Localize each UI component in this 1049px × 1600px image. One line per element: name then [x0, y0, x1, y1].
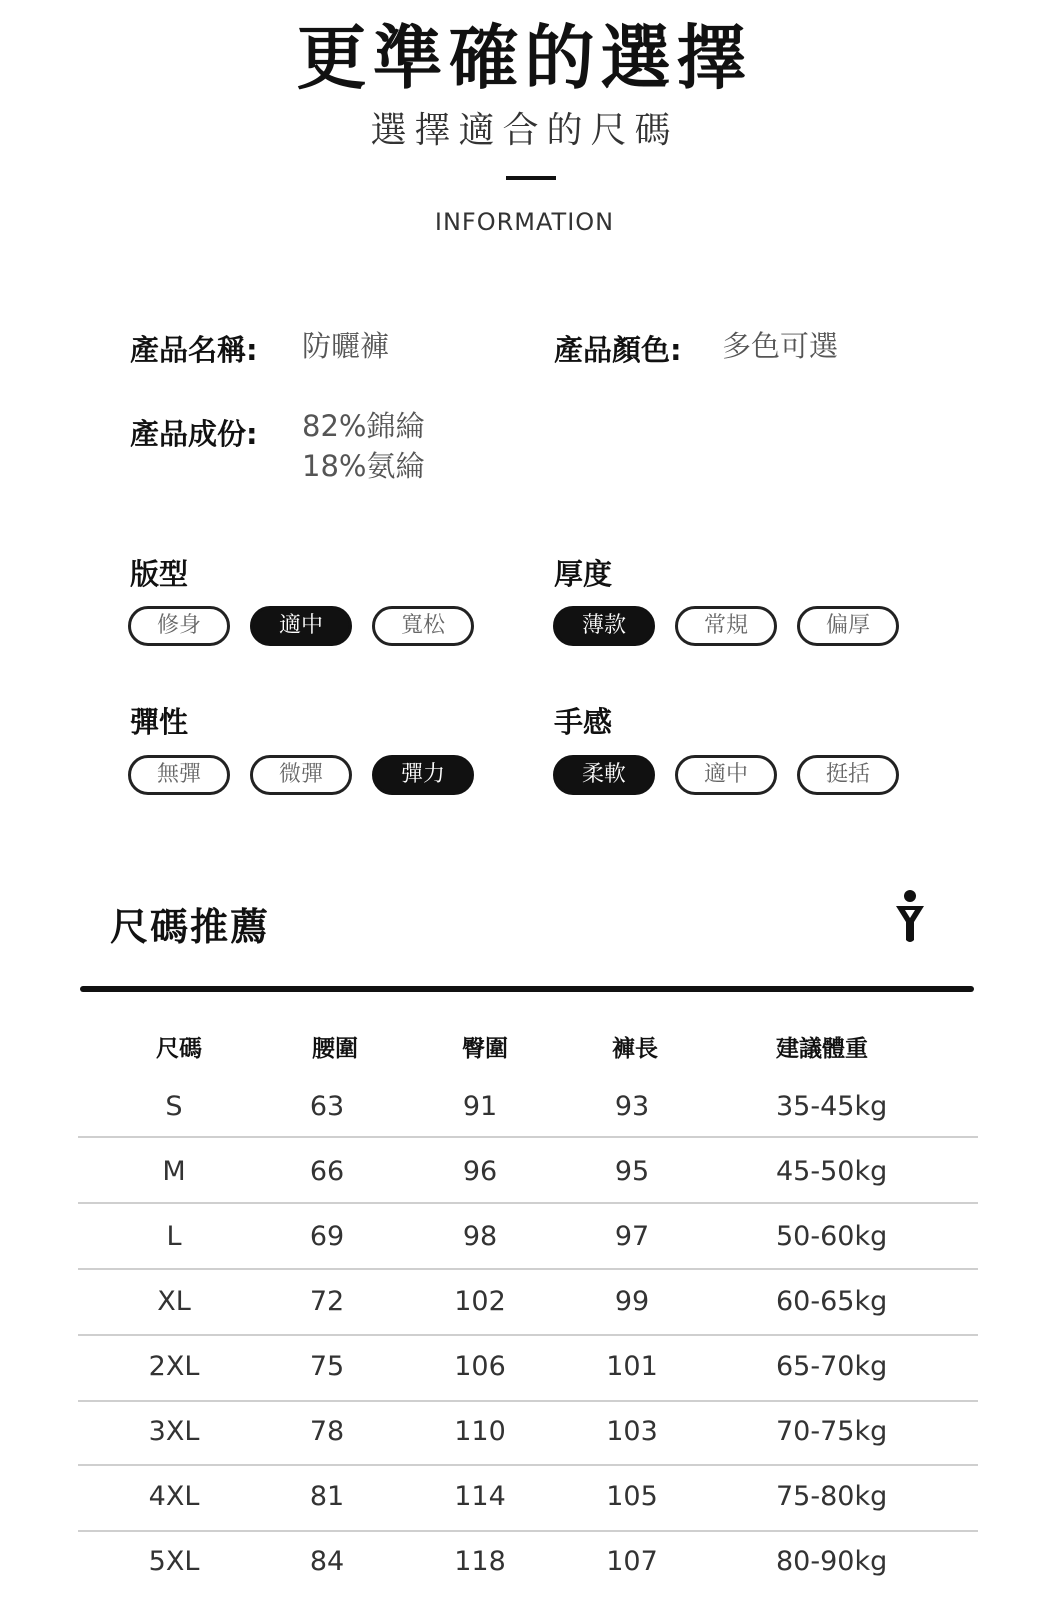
product-name-value: 防曬褲	[302, 329, 390, 363]
col-header-length: 褲長	[612, 1036, 658, 1062]
thickness-option-thick: 偏厚	[797, 606, 899, 646]
information-label: INFORMATION	[434, 208, 615, 236]
elasticity-option-slight: 微彈	[250, 755, 352, 795]
row-divider	[78, 1400, 978, 1402]
feel-option-soft: 柔軟	[553, 755, 655, 795]
table-cell-size: 5XL	[148, 1546, 200, 1577]
table-cell-waist: 81	[309, 1481, 345, 1512]
table-cell-weight: 65-70kg	[776, 1351, 888, 1382]
table-cell-hip: 91	[462, 1091, 498, 1122]
table-cell-waist: 69	[309, 1221, 345, 1252]
table-cell-length: 93	[614, 1091, 650, 1122]
col-header-hip: 臀圍	[462, 1036, 508, 1062]
product-color-value: 多色可選	[722, 329, 839, 363]
table-cell-length: 95	[614, 1156, 650, 1187]
fit-option-loose: 寬松	[372, 606, 474, 646]
section-rule	[80, 986, 974, 992]
table-cell-size: 4XL	[148, 1481, 200, 1512]
table-cell-waist: 75	[309, 1351, 345, 1382]
table-cell-hip: 114	[454, 1481, 506, 1512]
table-cell-hip: 102	[454, 1286, 506, 1317]
fit-title: 版型	[130, 557, 189, 591]
row-divider	[78, 1464, 978, 1466]
table-cell-weight: 45-50kg	[776, 1156, 888, 1187]
table-cell-weight: 80-90kg	[776, 1546, 888, 1577]
table-cell-weight: 60-65kg	[776, 1286, 888, 1317]
person-icon	[893, 888, 927, 944]
product-color-label: 產品顏色:	[554, 333, 682, 367]
thickness-title: 厚度	[554, 557, 613, 591]
divider	[506, 176, 556, 180]
table-cell-size: 2XL	[148, 1351, 200, 1382]
table-cell-size: S	[165, 1091, 183, 1122]
table-cell-hip: 106	[454, 1351, 506, 1382]
row-divider	[78, 1202, 978, 1204]
table-cell-length: 99	[614, 1286, 650, 1317]
product-name-label: 產品名稱:	[130, 333, 258, 367]
feel-option-crisp: 挺括	[797, 755, 899, 795]
table-cell-weight: 75-80kg	[776, 1481, 888, 1512]
row-divider	[78, 1136, 978, 1138]
table-cell-size: 3XL	[148, 1416, 200, 1447]
table-cell-waist: 78	[309, 1416, 345, 1447]
product-material-line2: 18%氨綸	[302, 449, 425, 483]
table-cell-waist: 72	[309, 1286, 345, 1317]
table-cell-weight: 70-75kg	[776, 1416, 888, 1447]
thickness-option-thin: 薄款	[553, 606, 655, 646]
table-cell-length: 107	[606, 1546, 658, 1577]
row-divider	[78, 1334, 978, 1336]
table-cell-length: 105	[606, 1481, 658, 1512]
fit-option-regular: 適中	[250, 606, 352, 646]
fit-option-slim: 修身	[128, 606, 230, 646]
feel-title: 手感	[554, 705, 613, 739]
product-material-line1: 82%錦綸	[302, 409, 425, 443]
table-cell-hip: 96	[462, 1156, 498, 1187]
table-cell-weight: 50-60kg	[776, 1221, 888, 1252]
feel-option-medium: 適中	[675, 755, 777, 795]
table-cell-hip: 118	[454, 1546, 506, 1577]
table-cell-waist: 84	[309, 1546, 345, 1577]
page-subtitle: 選擇適合的尺碼	[370, 110, 679, 151]
table-cell-size: XL	[157, 1286, 191, 1317]
elasticity-option-none: 無彈	[128, 755, 230, 795]
row-divider	[78, 1268, 978, 1270]
size-section-title: 尺碼推薦	[110, 905, 271, 949]
table-cell-waist: 66	[309, 1156, 345, 1187]
col-header-weight: 建議體重	[776, 1036, 868, 1062]
table-cell-waist: 63	[309, 1091, 345, 1122]
table-cell-hip: 110	[454, 1416, 506, 1447]
table-cell-length: 97	[614, 1221, 650, 1252]
table-cell-hip: 98	[462, 1221, 498, 1252]
table-cell-size: L	[166, 1221, 182, 1252]
col-header-waist: 腰圍	[312, 1036, 358, 1062]
table-cell-size: M	[162, 1156, 186, 1187]
row-divider	[78, 1530, 978, 1532]
table-cell-length: 101	[606, 1351, 658, 1382]
table-cell-weight: 35-45kg	[776, 1091, 888, 1122]
col-header-size: 尺碼	[156, 1036, 202, 1062]
elasticity-title: 彈性	[130, 705, 189, 739]
thickness-option-regular: 常規	[675, 606, 777, 646]
product-material-label: 產品成份:	[130, 417, 258, 451]
elasticity-option-stretch: 彈力	[372, 755, 474, 795]
table-cell-length: 103	[606, 1416, 658, 1447]
page-title: 更準確的選擇	[296, 17, 753, 99]
